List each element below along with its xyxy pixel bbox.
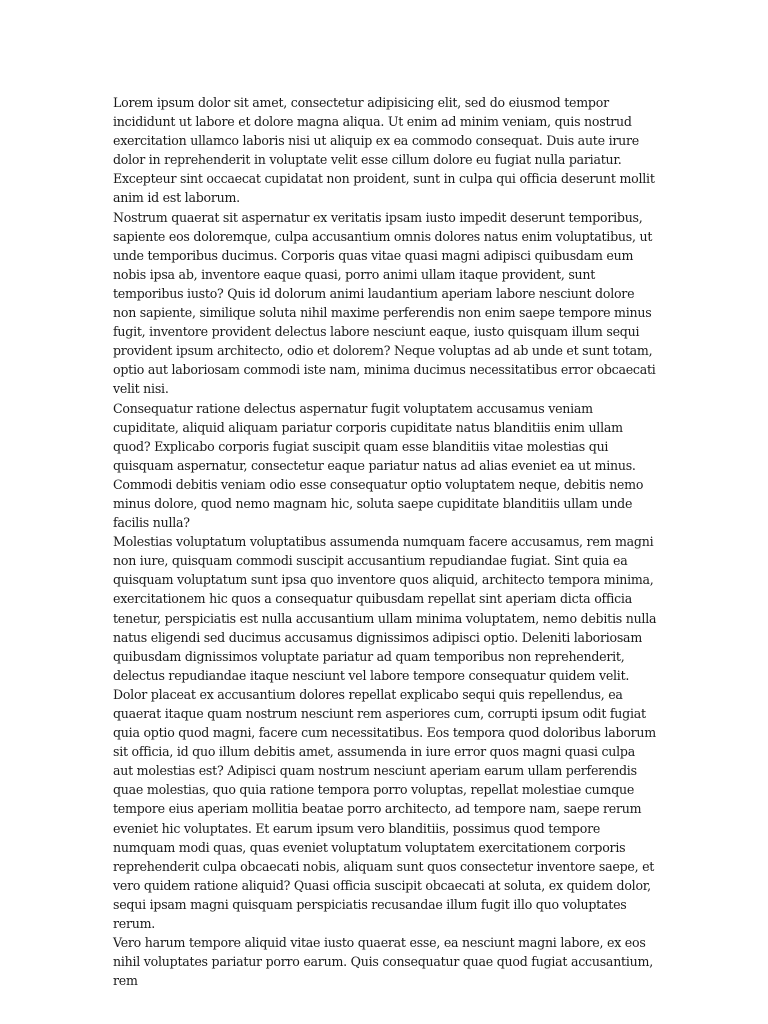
paragraph-3: Consequatur ratione delectus aspernatur fugit voluptatem accusamus veniam cupiditate, aliquid aliquam pariatur corporis cupiditate natus blanditiis enim ullam quod? Explicabo corporis fugiat suscipit quam esse blanditiis vitae molestias qui quisquam aspernatur, consectetur eaque pariatur natus ad alias eveniet ea ut minus. Commodi debitis veniam odio esse consequatur optio voluptatem neque, debitis nemo minus dolore, quod nemo magnam hic, soluta saepe cupiditate blanditiis ullam unde facilis nulla?	[113, 400, 644, 531]
paragraph-5: Dolor placeat ex accusantium dolores repellat explicabo sequi quis repellendus, ea quaerat itaque quam nostrum nesciunt rem asperiores cum, corrupti ipsum odit fugiat quia optio quod magni, facere cum necessitatibus. Eos tempora quod doloribus laborum sit officia, id quo illum debitis amet, assumenda in iure error quos magni quasi culpa aut molestias est? Adipisci quam nostrum nesciunt aperiam earum ullam perferendis quae molestias, quo quia ratione tempora porro voluptas, repellat molestiae cumque tempore eius aperiam mollitia beatae porro architecto, ad tempore nam, saepe rerum eveniet hic voluptates. Et earum ipsum vero blanditiis, possimus quod tempore numquam modi quas, quas eveniet voluptatum voluptatem exercitationem corporis reprehenderit culpa obcaecati nobis, aliquam sunt quos consectetur inventore saepe, et vero quidem ratione aliquid? Quasi officia suscipit obcaecati at soluta, ex quidem dolor, sequi ipsam magni quisquam perspiciatis recusandae illum fugit illo quo voluptates rerum.	[113, 686, 656, 932]
paragraph-1: Lorem ipsum dolor sit amet, consectetur adipisicing elit, sed do eiusmod tempor incididunt ut labore et dolore magna aliqua. Ut enim ad minim veniam, quis nostrud exercitation ullamco laboris nisi ut aliquip ex ea commodo consequat. Duis aute irure dolor in reprehenderit in voluptate velit esse cillum dolore eu fugiat nulla pariatur. Excepteur sint occaecat cupidatat non proident, sunt in culpa qui officia deserunt mollit anim id est laborum.	[113, 95, 655, 206]
paragraph-6: Vero harum tempore aliquid vitae iusto quaerat esse, ea nesciunt magni labore, ex eos nihil voluptates pariatur porro earum. Quis consequatur quae quod fugiat accusantium, rem	[113, 935, 653, 989]
paragraph-4: Molestias voluptatum voluptatibus assumenda numquam facere accusamus, rem magni non iure, quisquam commodi suscipit accusantium repudiandae fugiat. Sint quia ea quisquam voluptatum sunt ipsa quo inventore quos aliquid, architecto tempora minima, exercitationem hic quos a consequatur quibusdam repellat sint aperiam dicta officia tenetur, perspiciatis est nulla accusantium ullam minima voluptatem, nemo debitis nulla natus eligendi sed ducimus accusamus dignissimos adipisci optio. Deleniti laboriosam quibusdam dignissimos voluptate pariatur ad quam temporibus non reprehenderit, delectus repudiandae itaque nesciunt vel labore tempore consequatur quidem velit.	[113, 534, 657, 683]
paragraph-2: Nostrum quaerat sit aspernatur ex veritatis ipsam iusto impedit deserunt temporibus, sapiente eos doloremque, culpa accusantium omnis dolores natus enim voluptatibus, ut unde temporibus ducimus. Corporis quas vitae quasi magni adipisci quibusdam eum nobis ipsa ab, inventore eaque quasi, porro animi ullam itaque provident, sunt temporibus iusto? Quis id dolorum animi laudantium aperiam labore nesciunt dolore non sapiente, similique soluta nihil maxime perferendis non enim saepe tempore minus fugit, inventore provident delectus labore nesciunt eaque, iusto quisquam illum sequi provident ipsum architecto, odio et dolorem? Neque voluptas ad ab unde et sunt totam, optio aut laboriosam commodi iste nam, minima ducimus necessitatibus error obcaecati velit nisi.	[113, 209, 656, 397]
document-body	[113, 93, 658, 990]
